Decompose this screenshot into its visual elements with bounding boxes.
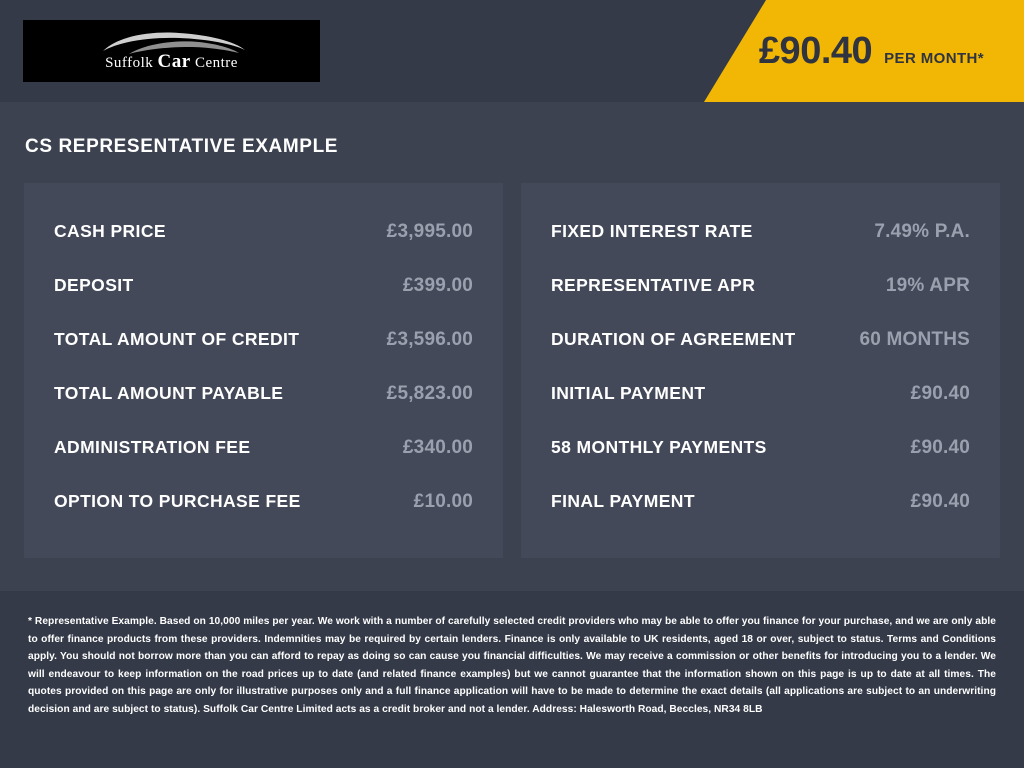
logo-wordmark xyxy=(77,51,267,73)
row-value: £90.40 xyxy=(910,491,970,512)
row-value: 7.49% P.A. xyxy=(874,221,970,242)
dealer-logo xyxy=(23,20,320,82)
row-label: TOTAL AMOUNT PAYABLE xyxy=(54,383,284,403)
row-label: DEPOSIT xyxy=(54,275,134,295)
disclaimer-text: * Representative Example. Based on 10,000 miles per year. We work with a number of carefully selected credit providers who may be able to offer you finance for your purchase, and we are only able to offer finance products from these providers. Indemnities may be required by certain lenders. Finance is only available to UK residents, aged 18 or over, subject to status. Terms and Conditions apply. You should not borrow more than you can afford to repay as doing so can cause you financial difficulties. We may receive a commission or other benefits for introducing you to a lender. We will endeavour to keep information on the road prices up to date (and related finance examples) but we cannot guarantee that the information shown on this page is up to date at all times. The quotes provided on this page are only for illustrative purposes only and a full finance application will have to be made to determine the exact details (all applications are subject to an underwriting decision and are subject to status). Suffolk Car Centre Limited acts as a credit broker and not a lender. Address: Halesworth Road, Beccles, NR34 8LB xyxy=(28,616,996,715)
monthly-price-content xyxy=(759,30,984,73)
table-row xyxy=(54,313,473,367)
table-row xyxy=(551,421,970,475)
row-label: FINAL PAYMENT xyxy=(551,491,695,511)
row-label: ADMINISTRATION FEE xyxy=(54,437,251,457)
table-row xyxy=(551,313,970,367)
row-label: OPTION TO PURCHASE FEE xyxy=(54,491,301,511)
row-label: CASH PRICE xyxy=(54,221,166,241)
page-header xyxy=(0,0,1024,102)
row-value: £399.00 xyxy=(402,275,473,296)
monthly-price-amount: £90.40 xyxy=(758,30,873,72)
table-row xyxy=(551,205,970,259)
row-value: 19% APR xyxy=(885,275,970,296)
row-value: £3,596.00 xyxy=(386,329,473,350)
left-details-panel xyxy=(24,183,503,558)
table-row xyxy=(551,259,970,313)
row-label: INITIAL PAYMENT xyxy=(551,383,706,403)
row-label: 58 MONTHLY PAYMENTS xyxy=(551,437,767,457)
row-value: £5,823.00 xyxy=(386,383,473,404)
right-details-panel xyxy=(521,183,1000,558)
logo-word-suffolk: Suffolk xyxy=(105,55,154,71)
footer-disclaimer-area xyxy=(0,591,1024,768)
table-row xyxy=(54,421,473,475)
row-value: £3,995.00 xyxy=(386,221,473,242)
row-value: £10.00 xyxy=(413,491,473,512)
row-value: 60 MONTHS xyxy=(859,329,970,350)
row-label: TOTAL AMOUNT OF CREDIT xyxy=(54,329,300,349)
representative-example-panels xyxy=(0,158,1024,558)
table-row xyxy=(551,475,970,529)
monthly-price-period: PER MONTH* xyxy=(884,50,984,67)
row-label: REPRESENTATIVE APR xyxy=(551,275,756,295)
row-value: £340.00 xyxy=(402,437,473,458)
table-row xyxy=(54,205,473,259)
table-row xyxy=(54,475,473,529)
row-value: £90.40 xyxy=(910,383,970,404)
page-title: CS REPRESENTATIVE EXAMPLE xyxy=(25,136,339,157)
row-value: £90.40 xyxy=(910,437,970,458)
logo-word-car: Car xyxy=(157,51,191,72)
table-row xyxy=(54,259,473,313)
table-row xyxy=(54,367,473,421)
logo-inner xyxy=(77,29,267,73)
table-row xyxy=(551,367,970,421)
row-label: DURATION OF AGREEMENT xyxy=(551,329,796,349)
logo-word-centre: Centre xyxy=(194,55,238,71)
row-label: FIXED INTEREST RATE xyxy=(551,221,753,241)
